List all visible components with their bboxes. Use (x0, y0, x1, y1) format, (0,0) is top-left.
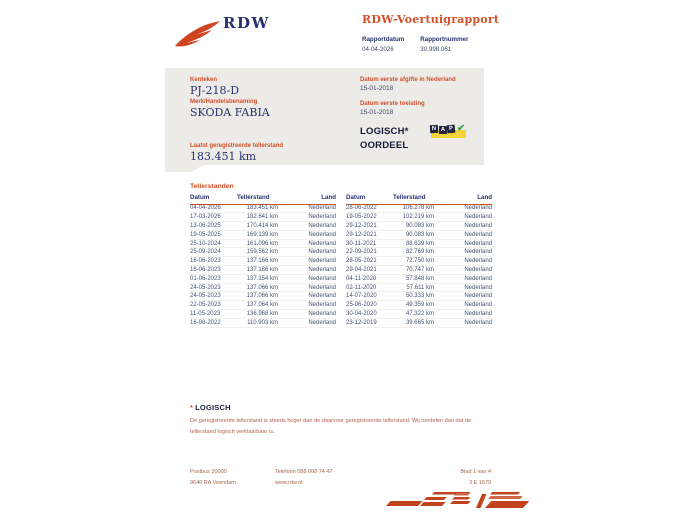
header-tellerstand: Tellerstand (393, 194, 426, 201)
footer-page-number: Blad 1 van 4 (460, 469, 491, 475)
cell-tellerstand: 137.064 km (246, 302, 278, 309)
cell-land: Nederland (464, 240, 492, 247)
cell-land: Nederland (464, 258, 492, 265)
cell-land: Nederland (464, 302, 492, 309)
cell-tellerstand: 159.562 km (246, 249, 278, 256)
cell-tellerstand: 50.333 km (405, 293, 434, 300)
table-row (346, 266, 492, 275)
cell-datum: 01-06-2023 (190, 275, 221, 282)
cell-datum: 24-05-2023 (190, 284, 221, 291)
cell-datum: 23-12-2019 (346, 319, 377, 326)
merk-label: Merk/Handelsbenaming (190, 99, 258, 105)
cell-datum: 11-05-2023 (190, 310, 221, 317)
cell-land: Nederland (464, 266, 492, 273)
cell-land: Nederland (464, 231, 492, 238)
cell-tellerstand: 57.848 km (405, 275, 434, 282)
footer-contact (275, 469, 333, 486)
table-row (190, 319, 336, 328)
laatste-tellerstand-value: 183.451 km (190, 150, 257, 163)
cell-datum: 25-06-2020 (346, 302, 377, 309)
merk-value: SKODA FABIA (190, 106, 270, 119)
tellerstanden-table-right (346, 194, 492, 328)
table-row (190, 222, 336, 231)
table-row (190, 292, 336, 301)
table-row (346, 222, 492, 231)
report-date-value: 04-04-2026 (362, 46, 394, 53)
cell-datum: 28-05-2021 (346, 258, 377, 265)
table-row (346, 257, 492, 266)
tellerstanden-section (190, 183, 492, 328)
kenteken-value: PJ-218-D (190, 84, 240, 97)
cell-datum: 25-10-2024 (190, 240, 221, 247)
cell-tellerstand: 136.968 km (246, 310, 278, 317)
cell-tellerstand: 72.750 km (405, 258, 434, 265)
cell-datum: 16-06-2023 (190, 258, 221, 265)
table-header (346, 194, 492, 205)
cell-tellerstand: 49.359 km (405, 302, 434, 309)
cell-land: Nederland (308, 310, 336, 317)
cell-land: Nederland (308, 275, 336, 282)
cell-land: Nederland (464, 319, 492, 326)
cell-land: Nederland (464, 205, 492, 212)
table-row (346, 310, 492, 319)
cell-datum: 28-06-2022 (346, 205, 377, 212)
table-row (190, 310, 336, 319)
cell-tellerstand: 57.611 km (406, 284, 434, 291)
rdw-wing-icon (174, 20, 222, 48)
table-row (190, 275, 336, 284)
cell-tellerstand: 90.083 km (405, 231, 434, 238)
cell-tellerstand: 82.769 km (405, 249, 434, 256)
rdw-logo (174, 12, 269, 48)
footnote-text: De geregistreerde tellerstand is steeds hoger dan de daarvoor geregistreerde tellerstand. Wij oordelen dan dat de tellerstand logisch verklaarbaar is. (190, 418, 472, 435)
nap-letter-a: A (440, 127, 445, 134)
tellerstanden-title: Tellerstanden (190, 183, 234, 190)
footer-form-code: 3 E 1679 (468, 480, 491, 486)
footer-website: www.rdw.nl (275, 480, 303, 486)
cell-tellerstand: 137.166 km (246, 258, 278, 265)
cell-land: Nederland (308, 205, 336, 212)
cell-datum: 17-03-2026 (190, 214, 221, 221)
footnote-heading (190, 403, 480, 412)
table-row (346, 248, 492, 257)
table-row (190, 248, 336, 257)
cell-datum: 14-07-2020 (346, 293, 377, 300)
cell-land: Nederland (308, 231, 336, 238)
cell-tellerstand: 170.414 km (246, 222, 278, 229)
footer-address-line2: 9640 RA Veendam (190, 480, 236, 486)
table-row (190, 231, 336, 240)
vehicle-summary-box-tab (165, 165, 203, 172)
vehicle-summary-box (165, 68, 484, 165)
cell-tellerstand: 137.166 km (246, 266, 278, 273)
cell-datum: 19-05-2025 (190, 231, 221, 238)
cell-tellerstand: 90.083 km (405, 222, 434, 229)
table-header (190, 194, 336, 205)
cell-land: Nederland (464, 284, 492, 291)
cell-tellerstand: 137.154 km (246, 275, 278, 282)
footer-phone: Telefoon 088 008 74 47 (275, 469, 333, 475)
table-row (190, 257, 336, 266)
cell-tellerstand: 110.903 km (247, 319, 278, 326)
header-land: Land (321, 194, 336, 201)
cell-land: Nederland (464, 310, 492, 317)
cell-datum: 16-06-2023 (190, 266, 221, 273)
cell-tellerstand: 182.641 km (246, 214, 278, 221)
footer-address-line1: Postbus 30000 (190, 469, 227, 475)
cell-datum: 30-11-2021 (346, 240, 377, 247)
laatste-tellerstand-label: Laatst geregistreerde tellerstand (190, 143, 284, 149)
cell-land: Nederland (308, 302, 336, 309)
cell-datum: 29-12-2021 (346, 231, 377, 238)
cell-tellerstand: 102.219 km (402, 214, 434, 221)
table-row (346, 284, 492, 293)
table-row (190, 266, 336, 275)
table-row (346, 231, 492, 240)
cell-tellerstand: 47.322 km (405, 310, 434, 317)
rdw-logo-text: RDW (223, 14, 270, 32)
report-date-block (362, 36, 404, 53)
report-number-label: Rapportnummer (420, 36, 469, 43)
oordeel-text (360, 125, 409, 154)
cell-datum: 16-08-2022 (190, 319, 221, 326)
header-tellerstand: Tellerstand (237, 194, 270, 201)
eerste-afgifte-label: Datum eerste afgifte in Nederland (360, 77, 456, 83)
nap-logo (430, 125, 470, 140)
eerste-toelating-label: Datum eerste toelating (360, 101, 425, 107)
cell-datum: 22-05-2023 (190, 302, 221, 309)
page-title: RDW-Voertuigrapport (362, 13, 500, 26)
cell-datum: 04-04-2026 (190, 205, 221, 212)
cell-datum: 22-09-2021 (346, 249, 377, 256)
table-row (190, 240, 336, 249)
oordeel-line1: LOGISCH* (360, 126, 409, 137)
cell-tellerstand: 137.066 km (246, 284, 278, 291)
cell-tellerstand: 183.451 km (246, 205, 278, 212)
cell-land: Nederland (464, 222, 492, 229)
header-datum: Datum (190, 194, 210, 201)
cell-datum: 24-05-2023 (190, 293, 221, 300)
cell-land: Nederland (308, 266, 336, 273)
cell-land: Nederland (464, 293, 492, 300)
cell-datum: 04-11-2020 (346, 275, 377, 282)
cell-land: Nederland (464, 275, 492, 282)
footnote-asterisk: * (190, 403, 194, 412)
eerste-toelating-value: 15-01-2018 (360, 109, 394, 116)
header-land: Land (477, 194, 492, 201)
cell-datum: 29-12-2021 (346, 222, 377, 229)
nap-check-icon: ✔ (457, 123, 465, 134)
cell-tellerstand: 137.066 km (246, 293, 278, 300)
cell-land: Nederland (308, 319, 336, 326)
kenteken-label: Kenteken (190, 77, 218, 83)
cell-datum: 29-04-2021 (346, 266, 377, 273)
logisch-footnote (190, 403, 480, 438)
cell-tellerstand: 70.747 km (405, 266, 434, 273)
table-row (190, 284, 336, 293)
cell-datum: 02-11-2020 (346, 284, 377, 291)
cell-land: Nederland (308, 249, 336, 256)
cell-datum: 30-04-2020 (346, 310, 377, 317)
cell-land: Nederland (308, 222, 336, 229)
cell-land: Nederland (464, 249, 492, 256)
cell-datum: 25-09-2024 (190, 249, 221, 256)
cell-datum: 19-05-2022 (346, 214, 377, 221)
footer-page-info (460, 469, 491, 486)
table-row (190, 301, 336, 310)
table-row (346, 301, 492, 310)
cell-land: Nederland (308, 240, 336, 247)
table-row (346, 205, 492, 214)
cell-tellerstand: 161.096 km (246, 240, 278, 247)
eerste-afgifte-value: 15-01-2018 (360, 85, 394, 92)
cell-tellerstand: 169.139 km (246, 231, 278, 238)
cell-land: Nederland (464, 214, 492, 221)
table-row (346, 275, 492, 284)
cell-land: Nederland (308, 293, 336, 300)
cell-land: Nederland (308, 284, 336, 291)
table-row (346, 319, 492, 328)
cell-land: Nederland (308, 258, 336, 265)
tellerstanden-table-left (190, 194, 336, 328)
footer-address (190, 469, 236, 486)
cell-datum: 13-06-2025 (190, 222, 221, 229)
footnote-title: LOGISCH (195, 403, 231, 412)
report-number-block (420, 36, 468, 53)
table-row (190, 213, 336, 222)
cell-tellerstand: 88.639 km (405, 240, 434, 247)
table-row (346, 213, 492, 222)
nap-letter-p: P (447, 125, 456, 134)
cell-tellerstand: 39.665 km (405, 319, 434, 326)
report-date-label: Rapportdatum (362, 36, 405, 43)
table-row (346, 292, 492, 301)
report-number-value: 30.998.061 (420, 46, 452, 53)
table-row (346, 240, 492, 249)
oordeel-line2: OORDEEL (360, 140, 409, 152)
nap-letter-n: N (431, 125, 437, 133)
speed-lines-graphic (372, 490, 532, 512)
report-header (362, 13, 499, 53)
cell-land: Nederland (308, 214, 336, 221)
header-datum: Datum (346, 194, 366, 201)
cell-tellerstand: 106.278 km (402, 205, 434, 212)
table-row (190, 205, 336, 214)
